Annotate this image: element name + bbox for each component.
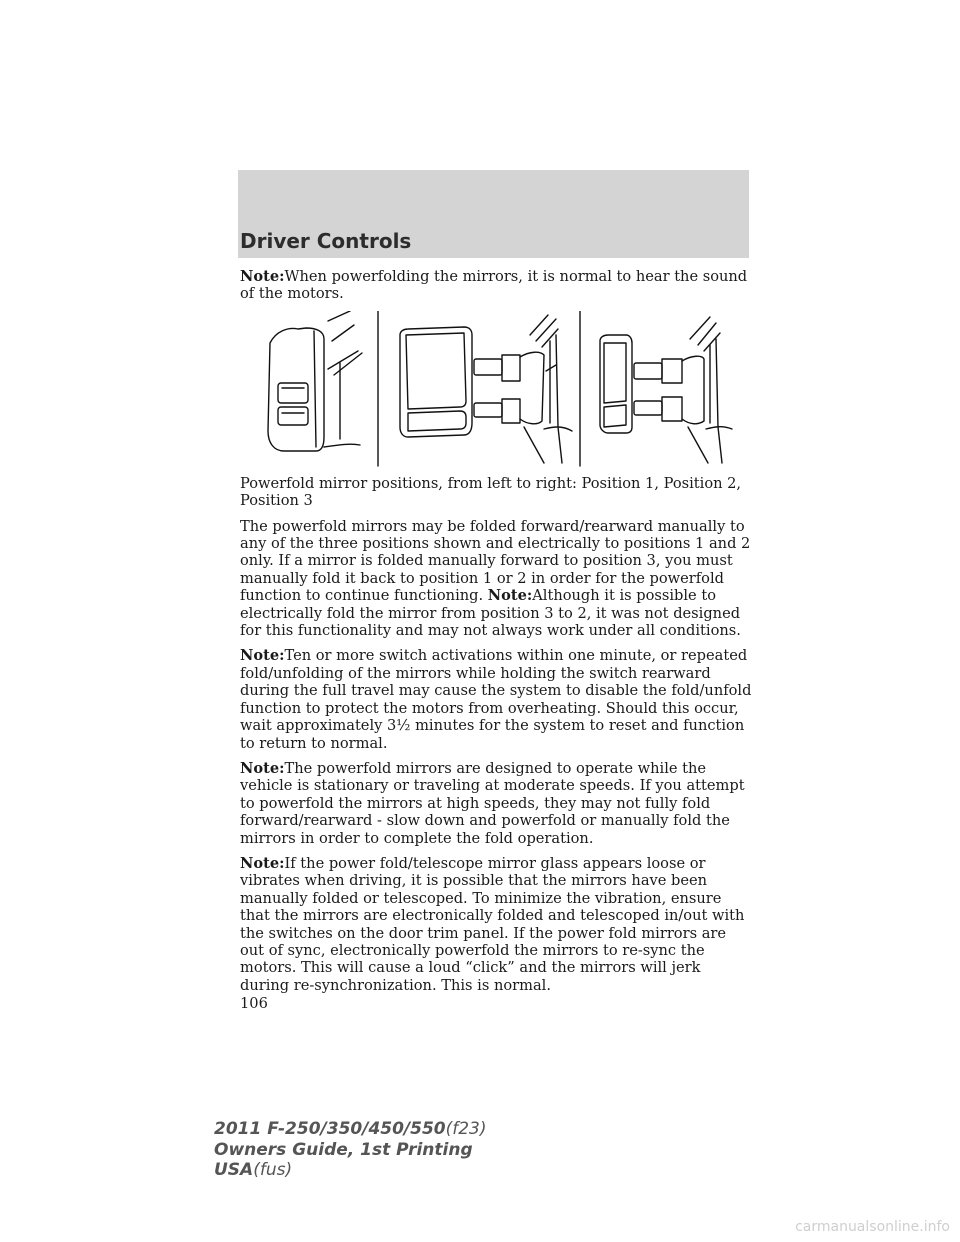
figure-caption: Powerfold mirror positions, from left to right: Position 1, Position 2, Position 3 (240, 474, 742, 510)
note-label: Note: (240, 759, 285, 777)
document-footer (214, 1119, 487, 1181)
section-title: Driver Controls (240, 229, 412, 253)
watermark: carmanualsonline.info (795, 1219, 950, 1235)
mirror-position-1-illustration (268, 311, 362, 451)
paragraph-text: The powerfold mirrors may be folded forward/rearward manually to any of the three positions shown and electrically to positions 1 and 2 only. If a mirror is folded manually forward to position 3, you must manually fold it back to position 1 or 2 in order for the powerfold function to continue functioning. (240, 517, 751, 605)
powerfold-mirror-figure (258, 311, 738, 471)
note-text: When powerfolding the mirrors, it is normal to hear the sound of the motors. (240, 268, 748, 303)
note-text: Although it is possible to electrically fold the mirror from position 3 to 2, it was not designed for this functionality and may not always work under all conditions. (240, 587, 741, 640)
mirror-position-2-illustration (400, 315, 572, 463)
note-label: Note: (240, 854, 285, 872)
paragraph-manual-fold (240, 518, 752, 640)
note-text: The powerfold mirrors are designed to operate while the vehicle is stationary or traveling at moderate speeds. If you attempt to powerfold the mirrors at high speeds, they may not fully fold forward/rearward - slow down and powerfold or manually fold the mirrors in order to complete the fold operation. (240, 759, 745, 847)
footer-line-printing: Owners Guide, 1st Printing (214, 1139, 473, 1160)
footer-line-market: USA(fus) (214, 1160, 293, 1180)
note-text: Ten or more switch activations within one minute, or repeated fold/unfolding of the mirrors while holding the switch rearward during the full travel may cause the system to disable the fold/unfold function to protect the motors from overheating. Should this occur, wait approximately 3½ minutes for the system to reset and function to return to normal. (240, 647, 752, 752)
note-speed (240, 760, 752, 847)
page-number: 106 (240, 995, 268, 1013)
intro-note (240, 268, 752, 303)
page-content (240, 268, 752, 1013)
note-overheating (240, 647, 752, 751)
footer-line-model: 2011 F-250/350/450/550(f23) (214, 1119, 487, 1139)
note-label: Note: (240, 647, 285, 665)
note-label: Note: (487, 587, 533, 605)
note-resync (240, 855, 752, 994)
note-text: If the power fold/telescope mirror glass appears loose or vibrates when driving, it is possible that the mirrors have been manually folded or telescoped. To minimize the vibration, ensure that the mirrors are electronically folded and telescoped in/out with the switches on the door trim panel. If the power fold mirrors are out of sync, electronically powerfold the mirrors to re-sync the motors. This will cause a loud “click” and the mirrors will jerk during re-synchronization. This is normal. (240, 854, 745, 994)
note-label: Note: (240, 268, 285, 285)
mirror-position-3-illustration (600, 317, 732, 463)
